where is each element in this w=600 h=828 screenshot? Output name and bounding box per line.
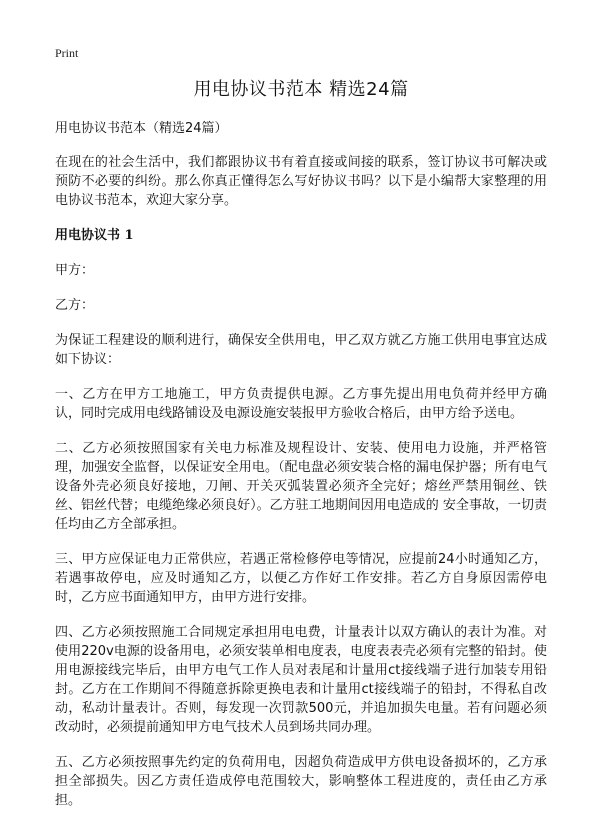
section-heading: 用电协议书 1 — [55, 228, 134, 243]
clause-4: 四、乙方必须按照施工合同规定承担用电电费，计量表计以双方确认的表计为准。对使用220v电源的设备用电，必须安装单相电度表，电度表表壳必须有完整的铅封。使用电源接线完毕后，由甲方电气工作人员对表尾和计量用ct接线端子进行加装专用铅封。乙方在工作期间不得随意拆除更换电表和计量用ct接线端子的铅封，不得私自改动，私动计量表计。否则，每发现一次罚款500元，并追加损失电量。若有问题必须改动时，必须提前通知甲方电气技术人员到场共同办理。 — [55, 625, 547, 735]
page-title: 用电协议书范本 精选24篇 — [193, 79, 409, 100]
preamble-paragraph: 为保证工程建设的顺利进行，确保安全供用电，甲乙双方就乙方施工供用电事宜达成如下协议： — [55, 333, 547, 367]
party-a-line: 甲方： — [55, 263, 95, 278]
clause-5: 五、乙方必须按照事先约定的负荷用电，因超负荷造成甲方供电设备损坏的，乙方承担全部损失。因乙方责任造成停电范围较大，影响整体工程进度的，责任由乙方承担。 — [55, 755, 547, 808]
clause-3: 三、甲方应保证电力正常供应，若遇正常检修停电等情况，应提前24小时通知乙方，若遇事故停电，应及时通知乙方，以便乙方作好工作安排。若乙方自身原因需停电时，乙方应书面通知甲方，由甲方进行安排。 — [55, 552, 547, 605]
document-subtitle: 用电协议书范本（精选24篇） — [55, 121, 228, 136]
document-body — [55, 78, 547, 826]
clause-2: 二、乙方必须按照国家有关电力标准及规程设计、安装、使用电力设施，并严格管理，加强安全监督，以保证安全用电。（配电盘必须安装合格的漏电保护器；所有电气设备外壳必须良好接地，刀闸、开关灭弧装置必须齐全完好；熔丝严禁用铜丝、铁丝、铝丝代替；电缆绝缘必须良好）。乙方驻工地期间因用电造成的 安全事故，一切责任均由乙方全部承担。 — [55, 441, 547, 532]
intro-paragraph: 在现在的社会生活中，我们都跟协议书有着直接或间接的联系，签订协议书可解决或预防不必要的纠纷。那么你真正懂得怎么写好协议书吗？以下是小编帮大家整理的用电协议书范本，欢迎大家分享。 — [55, 155, 547, 208]
print-link[interactable]: Print — [55, 46, 79, 60]
party-b-line: 乙方： — [55, 298, 95, 313]
clause-1: 一、乙方在甲方工地施工，甲方负责提供电源。乙方事先提出用电负荷并经甲方确认，同时完成用电线路铺设及电源设施安装报甲方验收合格后，由甲方给予送电。 — [55, 387, 547, 421]
